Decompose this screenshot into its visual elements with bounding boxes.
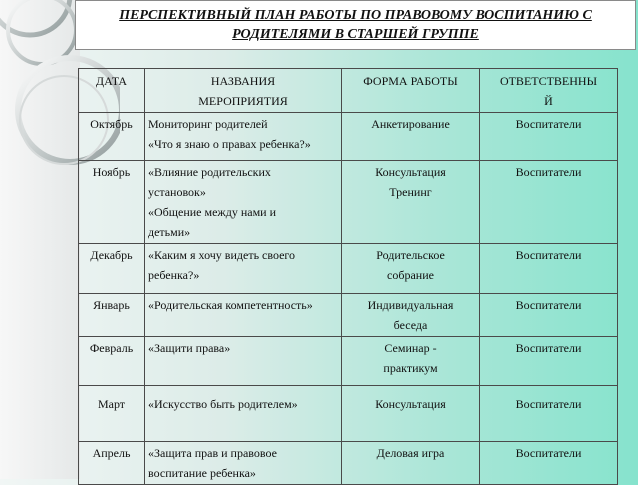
cell-event: «Защита прав и правовое воспитание ребенка» <box>145 442 342 485</box>
cell-event: «Влияние родительских установок» «Общение между нами и детьми» <box>145 161 342 244</box>
cell-form: Консультация <box>342 386 480 442</box>
cell-event: Мониторинг родителей «Что я знаю о правах ребенка?» <box>145 113 342 161</box>
header-responsible: ОТВЕТСТВЕННЫ Й <box>480 69 618 113</box>
cell-form: Консультация Тренинг <box>342 161 480 244</box>
table-row <box>79 113 618 161</box>
cell-event: «Каким я хочу видеть своего ребенка?» <box>145 244 342 294</box>
cell-date: Ноябрь <box>79 161 145 244</box>
cell-responsible: Воспитатели <box>480 113 618 161</box>
cell-event: «Искусство быть родителем» <box>145 386 342 442</box>
title-line-2: РОДИТЕЛЯМИ В СТАРШЕЙ ГРУППЕ <box>232 27 479 42</box>
cell-date: Декабрь <box>79 244 145 294</box>
table-row <box>79 244 618 294</box>
header-date: ДАТА <box>79 69 145 113</box>
cell-form: Индивидуальная беседа <box>342 294 480 337</box>
plan-table <box>78 68 618 485</box>
cell-form: Семинар - практикум <box>342 337 480 386</box>
cell-responsible: Воспитатели <box>480 161 618 244</box>
table-header-row <box>79 69 618 113</box>
page-title <box>75 0 636 50</box>
cell-event: «Защити права» <box>145 337 342 386</box>
cell-date: Апрель <box>79 442 145 485</box>
header-form: ФОРМА РАБОТЫ <box>342 69 480 113</box>
table-row <box>79 386 618 442</box>
cell-date: Март <box>79 386 145 442</box>
cell-date: Февраль <box>79 337 145 386</box>
table-row <box>79 161 618 244</box>
cell-responsible: Воспитатели <box>480 337 618 386</box>
table-row <box>79 294 618 337</box>
table-row <box>79 442 618 485</box>
cell-responsible: Воспитатели <box>480 244 618 294</box>
cell-event: «Родительская компетентность» <box>145 294 342 337</box>
cell-date: Октябрь <box>79 113 145 161</box>
cell-form: Анкетирование <box>342 113 480 161</box>
page-title-text <box>99 6 612 44</box>
table-row <box>79 337 618 386</box>
cell-form: Деловая игра <box>342 442 480 485</box>
title-line-1: ПЕРСПЕКТИВНЫЙ ПЛАН РАБОТЫ ПО ПРАВОВОМУ ВОСПИТАНИЮ С <box>119 8 592 23</box>
cell-responsible: Воспитатели <box>480 294 618 337</box>
cell-date: Январь <box>79 294 145 337</box>
header-event: НАЗВАНИЯ МЕРОПРИЯТИЯ <box>145 69 342 113</box>
cell-responsible: Воспитатели <box>480 442 618 485</box>
cell-form: Родительское собрание <box>342 244 480 294</box>
cell-responsible: Воспитатели <box>480 386 618 442</box>
